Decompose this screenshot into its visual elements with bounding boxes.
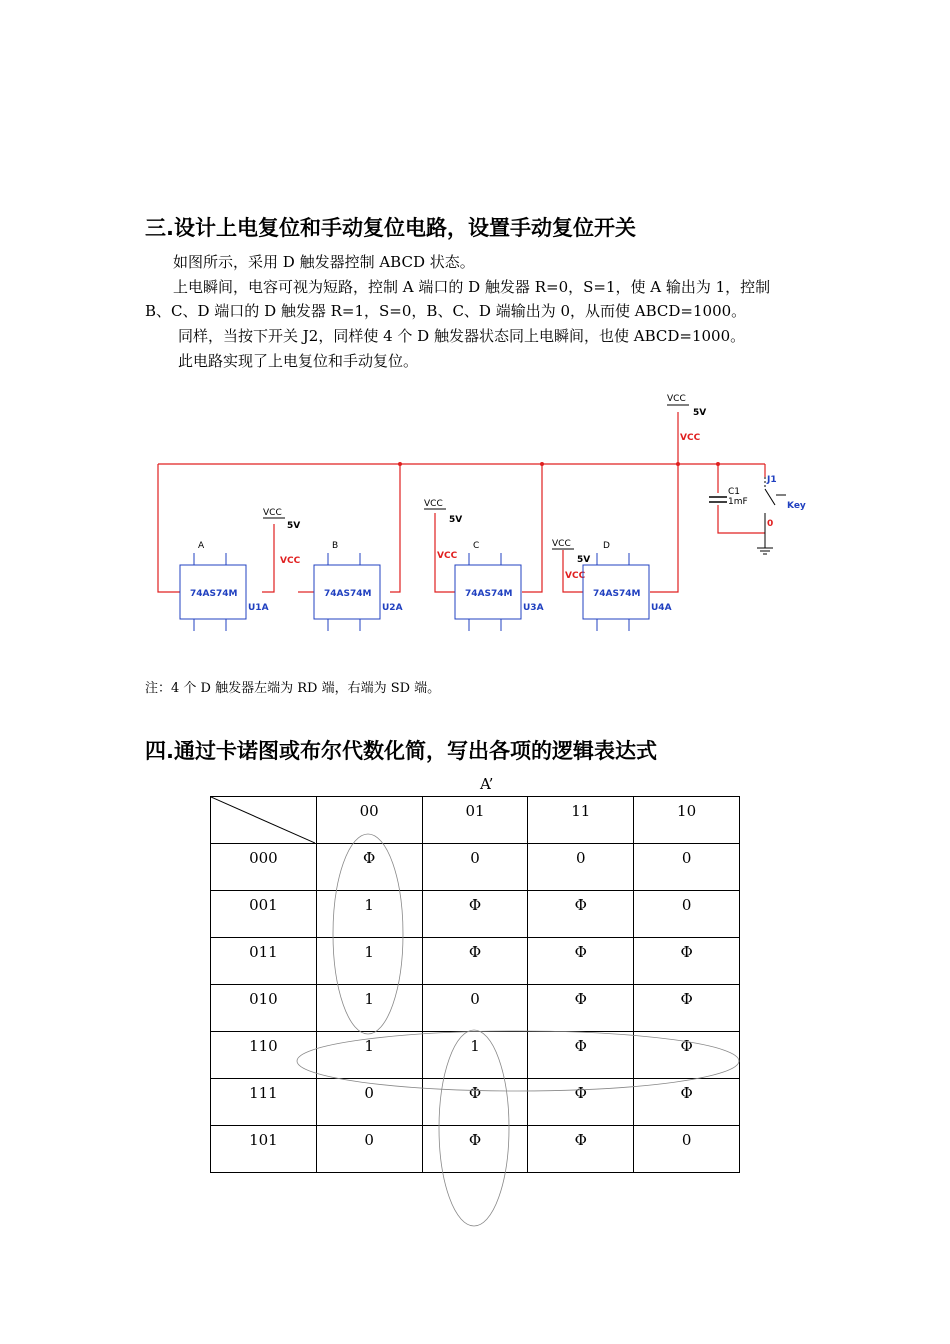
kmap-cell: 1 xyxy=(316,985,422,1032)
kmap-row-label: 101 xyxy=(211,1126,317,1173)
kmap-cell: 0 xyxy=(528,844,634,891)
vcc-3-supply: 5V xyxy=(577,555,591,565)
kmap-row-label: 010 xyxy=(211,985,317,1032)
chip-d-part: 74AS74M xyxy=(593,589,641,599)
section4-heading: 四.通过卡诺图或布尔代数化简，写出各项的逻辑表达式 xyxy=(145,739,657,763)
vcc-3-label: VCC xyxy=(552,539,571,549)
note-text: 注：4 个 D 触发器左端为 RD 端，右端为 SD 端。 xyxy=(145,681,441,696)
paragraph-4: 此电路实现了上电复位和手动复位。 xyxy=(178,352,419,370)
section3-heading: 三.设计上电复位和手动复位电路，设置手动复位开关 xyxy=(145,216,636,240)
flipflop-u1a xyxy=(180,541,269,631)
kmap-col-header: 01 xyxy=(422,797,528,844)
switch-pin: 0 xyxy=(767,519,774,529)
kmap-row-label: 110 xyxy=(211,1032,317,1079)
chip-a-letter: A xyxy=(198,541,205,551)
kmap-title: A’ xyxy=(480,775,494,793)
paragraph-2-line-1: 上电瞬间，电容可视为短路，控制 A 端口的 D 触发器 R=0，S=1，使 A 输出为 1，控制 xyxy=(173,278,771,296)
chip-a-ref: U1A xyxy=(248,603,269,613)
vcc-symbols xyxy=(263,394,706,581)
flipflop-u2a xyxy=(314,541,403,631)
vcc-2-net: VCC xyxy=(437,551,458,561)
kmap-corner xyxy=(211,797,317,844)
kmap-cell: Φ xyxy=(422,938,528,985)
chip-c-ref: U3A xyxy=(523,603,544,613)
kmap-col-header: 10 xyxy=(634,797,740,844)
kmap-cell: 0 xyxy=(316,1126,422,1173)
kmap-cell: Φ xyxy=(316,844,422,891)
vcc-top-label: VCC xyxy=(667,394,686,404)
vcc-2-supply: 5V xyxy=(449,515,463,525)
kmap-cell: Φ xyxy=(422,891,528,938)
vcc-3-net: VCC xyxy=(565,571,586,581)
kmap-row xyxy=(211,938,740,985)
capacitor-ref: C1 xyxy=(728,487,741,497)
kmap-row-label: 111 xyxy=(211,1079,317,1126)
kmap-cell: 1 xyxy=(316,1032,422,1079)
kmap-row xyxy=(211,985,740,1032)
kmap-cell: Φ xyxy=(528,891,634,938)
vcc-1-label: VCC xyxy=(263,508,282,518)
chip-c-letter: C xyxy=(473,541,480,551)
paragraph-1: 如图所示，采用 D 触发器控制 ABCD 状态。 xyxy=(173,253,475,271)
reset-switch-j1 xyxy=(757,475,806,554)
kmap-cell: Φ xyxy=(634,938,740,985)
reset-circuit-diagram xyxy=(0,385,950,645)
flipflop-u3a xyxy=(455,541,544,631)
kmap-cell: 0 xyxy=(634,891,740,938)
chip-b-part: 74AS74M xyxy=(324,589,372,599)
paragraph-3: 同样，当按下开关 J2，同样使 4 个 D 触发器状态同上电瞬间，也使 ABCD=1000。 xyxy=(178,327,746,345)
chip-c-part: 74AS74M xyxy=(465,589,513,599)
kmap-row-label: 001 xyxy=(211,891,317,938)
flipflop-u4a xyxy=(583,541,672,631)
capacitor-value: 1mF xyxy=(728,497,748,507)
vcc-1-net: VCC xyxy=(280,556,301,566)
kmap-col-header: 00 xyxy=(316,797,422,844)
diagonal-line xyxy=(211,797,315,843)
kmap-cell: Φ xyxy=(422,1079,528,1126)
chip-b-ref: U2A xyxy=(382,603,403,613)
karnaugh-map xyxy=(210,796,740,1173)
kmap-cell: 0 xyxy=(316,1079,422,1126)
vcc-1-supply: 5V xyxy=(287,521,301,531)
vcc-top-net: VCC xyxy=(680,433,701,443)
kmap-cell: 1 xyxy=(316,938,422,985)
kmap-cell: Φ xyxy=(634,1079,740,1126)
kmap-cell: Φ xyxy=(422,1126,528,1173)
kmap-header-row xyxy=(211,797,740,844)
kmap-cell: Φ xyxy=(528,1032,634,1079)
chip-a-part: 74AS74M xyxy=(190,589,238,599)
kmap-row-label: 011 xyxy=(211,938,317,985)
kmap-cell: 0 xyxy=(634,844,740,891)
vcc-2-label: VCC xyxy=(424,499,443,509)
kmap-cell: 0 xyxy=(422,985,528,1032)
kmap-cell: 1 xyxy=(316,891,422,938)
kmap-row xyxy=(211,891,740,938)
switch-key: Key xyxy=(787,501,806,511)
kmap-cell: 0 xyxy=(634,1126,740,1173)
kmap-row xyxy=(211,1079,740,1126)
chip-b-letter: B xyxy=(332,541,339,551)
kmap-row xyxy=(211,1126,740,1173)
capacitor-c1 xyxy=(709,487,748,507)
kmap-cell: Φ xyxy=(528,938,634,985)
switch-ref: J1 xyxy=(767,475,777,485)
chip-d-letter: D xyxy=(603,541,610,551)
vcc-top-supply: 5V xyxy=(693,408,707,418)
kmap-col-header: 11 xyxy=(528,797,634,844)
kmap-cell: Φ xyxy=(634,985,740,1032)
kmap-cell: Φ xyxy=(528,985,634,1032)
kmap-row xyxy=(211,1032,740,1079)
kmap-cell: Φ xyxy=(528,1079,634,1126)
chip-d-ref: U4A xyxy=(651,603,672,613)
kmap-cell: 0 xyxy=(422,844,528,891)
kmap-cell: 1 xyxy=(422,1032,528,1079)
kmap-cell: Φ xyxy=(528,1126,634,1173)
kmap-row xyxy=(211,844,740,891)
kmap-cell: Φ xyxy=(634,1032,740,1079)
paragraph-2-line-2: B、C、D 端口的 D 触发器 R=1，S=0，B、C、D 端输出为 0，从而使 ABCD=1000。 xyxy=(145,302,747,320)
kmap-row-label: 000 xyxy=(211,844,317,891)
